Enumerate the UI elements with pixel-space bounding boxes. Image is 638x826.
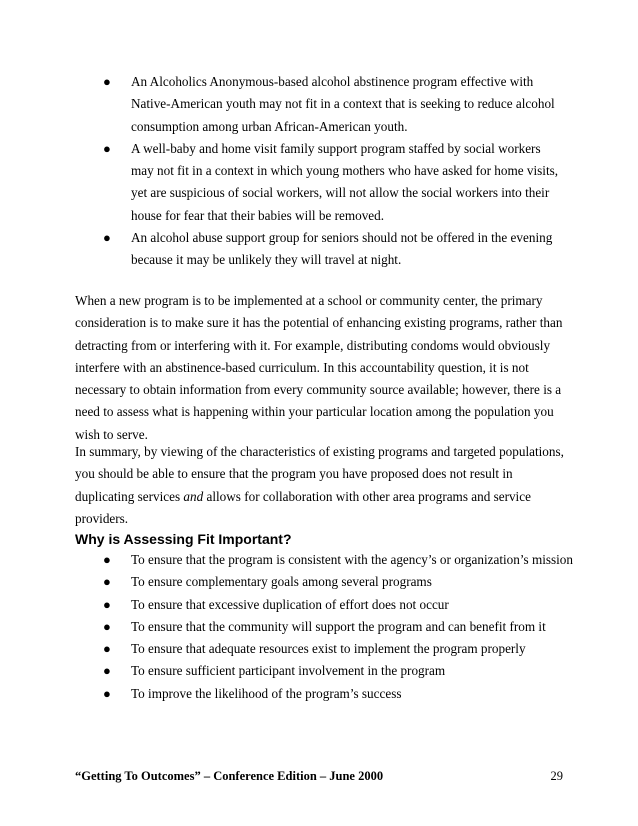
bullet-icon: ● [103,663,111,679]
paragraph-program-implementation: When a new program is to be implemented at a school or community center, the primary consideration is to make sure it has the potential of enhancing existing programs, rather than detracting from or interfering with it. For example, distributing condoms would obviously interfere with an abstinence-based curriculum. In this accountability question, it is not necessary to obtain information from every community source available; however, there is a need to assess what is happening within your particular location among the population you wish to serve. [75,293,563,442]
section-heading: Why is Assessing Fit Important? [75,531,292,547]
list-item [0,227,561,272]
list-item [0,683,591,705]
bullet-text: To ensure that the community will support the program and can benefit from it [131,618,546,634]
list-item [0,594,591,616]
bullet-text: To ensure complementary goals among several programs [131,574,432,590]
bullet-icon: ● [103,596,111,612]
summary-text-start: In summary, by viewing of the characteristics of existing programs and targeted populations, you should be able to ensure that the program you have proposed does not result in duplicating services [75,444,564,504]
bullet-icon: ● [103,230,111,246]
summary-text-end: allows for collaboration with other area programs and service providers. [75,488,531,526]
bullet-icon: ● [103,574,111,590]
footer-title: “Getting To Outcomes” – Conference Edition – June 2000 [75,769,384,783]
summary-emphasis: and [183,488,204,504]
list-item [0,660,591,682]
page-number: 29 [550,769,563,783]
list-item [0,138,561,227]
bullet-icon: ● [103,552,111,567]
list-item [0,71,561,138]
bullet-icon: ● [103,140,111,156]
bullet-icon: ● [103,618,111,634]
bullet-text: An alcohol abuse support group for seniors should not be offered in the evening because it may be unlikely they will travel at night. [131,230,553,268]
bullet-text: To improve the likelihood of the program’s success [131,685,402,701]
list-item [0,571,591,593]
reasons-bullet-list [0,549,638,705]
bullet-text: To ensure that adequate resources exist to implement the program properly [131,641,526,657]
bullet-text: An Alcoholics Anonymous-based alcohol abstinence program effective with Native-American youth may not fit in a context that is seeking to reduce alcohol consumption among urban African-American youth. [131,74,555,134]
bullet-text: To ensure that excessive duplication of effort does not occur [131,596,449,612]
bullet-icon: ● [103,74,111,89]
bullet-text: To ensure that the program is consistent with the agency’s or organization’s mission [131,552,573,567]
bullet-text: A well-baby and home visit family support program staffed by social workers may not fit in a context in which young mothers who have asked for home visits, yet are suspicious of social workers, will not allow the social workers into their house for fear that their babies will be removed. [131,140,559,223]
list-item [0,549,591,571]
paragraph-summary [75,441,565,530]
bullet-icon: ● [103,641,111,657]
bullet-text: To ensure sufficient participant involvement in the program [131,663,446,679]
intro-bullet-list [0,71,638,272]
list-item [0,638,591,660]
bullet-icon: ● [103,685,111,701]
list-item [0,616,591,638]
